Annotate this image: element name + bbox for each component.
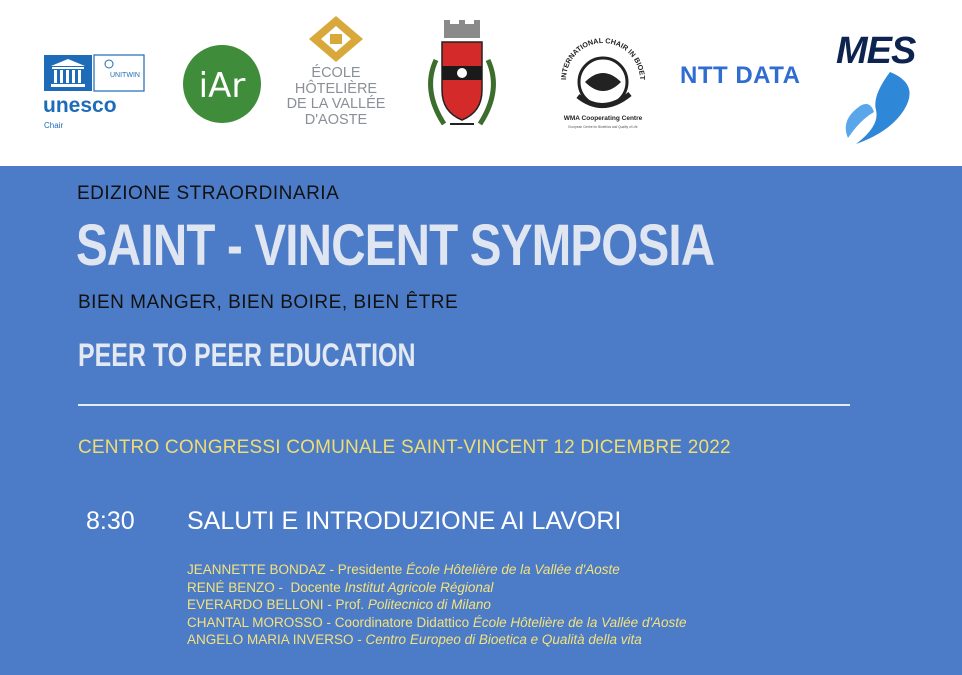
- edition-label: EDIZIONE STRAORDINARIA: [77, 183, 340, 204]
- subtitle: BIEN MANGER, BIEN BOIRE, BIEN ÊTRE: [78, 292, 459, 313]
- municipal-crest-logo: [414, 20, 510, 138]
- speaker-org: Centro Europeo di Bioetica e Qualità della vita: [365, 632, 642, 647]
- speaker-role: - Coordinatore Didattico: [322, 614, 473, 630]
- mes-wave-icon: [830, 70, 930, 148]
- unesco-wordmark: unesco: [43, 94, 117, 117]
- speaker-list: [187, 561, 687, 649]
- speaker-org: Politecnico di Milano: [367, 597, 491, 612]
- speaker-row: [187, 614, 687, 632]
- speaker-role: - Prof.: [323, 597, 368, 612]
- svg-text:WMA Cooperating Centre: WMA Cooperating Centre: [563, 115, 643, 122]
- session-title: SALUTI E INTRODUZIONE AI LAVORI: [187, 507, 622, 535]
- speaker-name: EVERARDO BELLONI: [187, 597, 324, 612]
- svg-text:UNITWIN: UNITWIN: [110, 72, 140, 79]
- bioethics-chair-logo: [548, 24, 658, 134]
- speaker-role: - Docente: [274, 579, 345, 595]
- divider: [78, 404, 850, 406]
- speaker-row: [187, 631, 687, 649]
- iar-logo: [180, 44, 264, 128]
- speaker-org: École Hôtelière de la Vallée d'Aoste: [472, 614, 687, 630]
- speaker-role: - Presidente: [325, 562, 407, 577]
- speaker-role: -: [353, 632, 366, 647]
- svg-text:INTERNATIONAL CHAIR IN BIOETHI: INTERNATIONAL CHAIR IN BIOET: [558, 35, 648, 81]
- speaker-name: ANGELO MARIA INVERSO: [187, 632, 354, 647]
- unesco-chair-logo: [43, 54, 153, 134]
- speaker-row: [187, 596, 687, 614]
- session-time: 8:30: [86, 507, 135, 535]
- speaker-name: JEANNETTE BONDAZ: [187, 562, 326, 577]
- mes-logo: [830, 30, 930, 148]
- speaker-org: École Hôtelière de la Vallée d'Aoste: [406, 562, 620, 577]
- speaker-org: Institut Agricole Régional: [344, 579, 494, 595]
- symposium-title: SAINT - VINCENT SYMPOSIA: [76, 213, 715, 278]
- speaker-row: [187, 579, 687, 597]
- ecole-hoteliere-logo: [286, 14, 386, 146]
- logo-bar: [0, 0, 962, 166]
- svg-text:iAr: iAr: [198, 66, 246, 106]
- ecole-name: ÉCOLE HÔTELIÈRE DE LA VALLÉE D'AOSTE: [286, 65, 386, 128]
- speaker-name: CHANTAL MOROSSO: [187, 614, 323, 630]
- venue-date: CENTRO CONGRESSI COMUNALE SAINT-VINCENT 12 DICEMBRE 2022: [78, 437, 731, 458]
- speaker-name: RENÉ BENZO: [187, 579, 275, 595]
- ntt-data-logo: NTT DATA: [680, 62, 801, 89]
- unesco-chair-label: Chair: [44, 121, 64, 130]
- svg-text:European Centre for Bioethics: European Centre for Bioethics and Quality of Life: [568, 125, 638, 129]
- tagline: PEER TO PEER EDUCATION: [78, 337, 416, 373]
- ecole-emblem-icon: [286, 14, 386, 64]
- speaker-row: [187, 561, 687, 579]
- mes-wordmark: MES: [836, 30, 916, 72]
